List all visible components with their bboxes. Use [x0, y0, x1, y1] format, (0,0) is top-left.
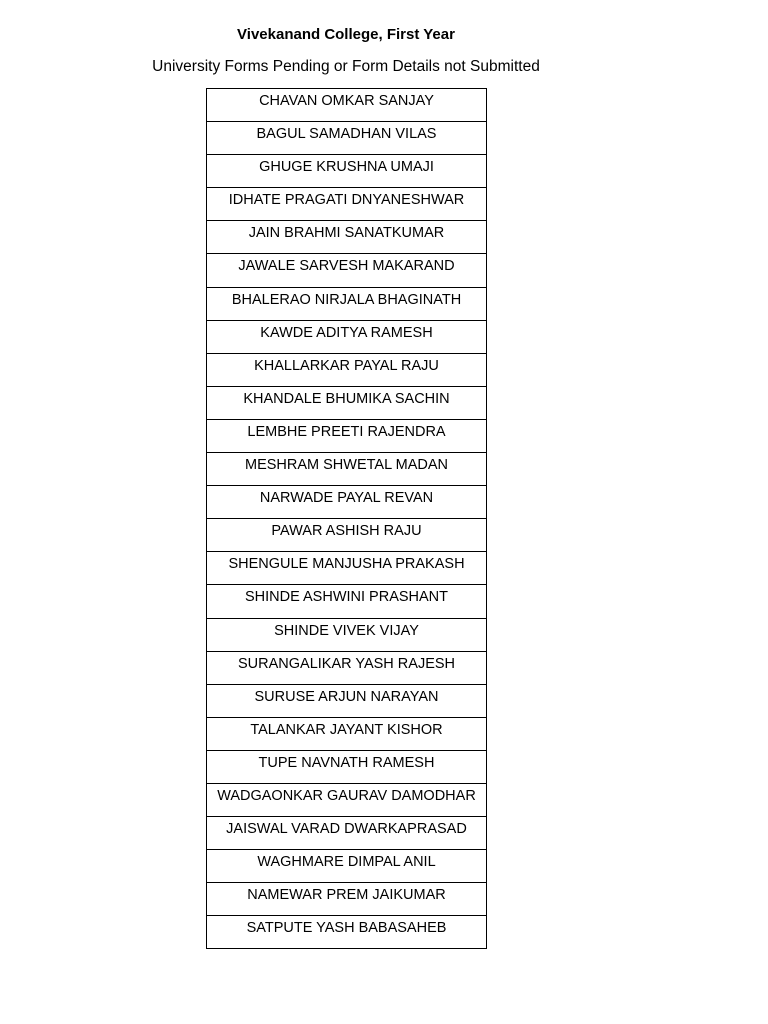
student-name: SURUSE ARJUN NARAYAN [254, 688, 439, 705]
student-name: LEMBHE PREETI RAJENDRA [247, 423, 446, 440]
table-row [207, 288, 486, 321]
table-row [207, 619, 486, 652]
table-row [207, 420, 486, 453]
table-row [207, 585, 486, 618]
student-name: SHENGULE MANJUSHA PRAKASH [228, 556, 465, 573]
table-row [207, 916, 486, 949]
student-name: NAMEWAR PREM JAIKUMAR [247, 887, 446, 904]
table-row [207, 122, 486, 155]
table-row [207, 321, 486, 354]
student-name: TUPE NAVNATH RAMESH [258, 754, 435, 771]
table-row [207, 552, 486, 585]
table-row [207, 519, 486, 552]
table-row [207, 254, 486, 287]
student-name: BHALERAO NIRJALA BHAGINATH [231, 291, 462, 308]
table-row [207, 89, 486, 122]
table-row [207, 817, 486, 850]
student-name: WADGAONKAR GAURAV DAMODHAR [217, 787, 476, 804]
student-name: WAGHMARE DIMPAL ANIL [257, 854, 436, 871]
table-row [207, 718, 486, 751]
student-name: PAWAR ASHISH RAJU [271, 523, 422, 540]
student-name: JAWALE SARVESH MAKARAND [238, 258, 455, 275]
student-name: KHALLARKAR PAYAL RAJU [254, 357, 439, 374]
student-name: SATPUTE YASH BABASAHEB [246, 920, 447, 937]
student-name-table [206, 88, 487, 949]
student-name: SURANGALIKAR YASH RAJESH [237, 655, 456, 672]
table-row [207, 784, 486, 817]
table-row [207, 453, 486, 486]
student-name: IDHATE PRAGATI DNYANESHWAR [228, 192, 465, 209]
student-name: TALANKAR JAYANT KISHOR [250, 721, 443, 738]
student-name: GHUGE KRUSHNA UMAJI [259, 159, 434, 176]
table-row [207, 354, 486, 387]
page-title: Vivekanand College, First Year [237, 26, 455, 43]
table-row [207, 652, 486, 685]
table-row [207, 685, 486, 718]
student-name: CHAVAN OMKAR SANJAY [259, 93, 434, 109]
table-row [207, 387, 486, 420]
student-name: SHINDE ASHWINI PRASHANT [244, 589, 449, 606]
student-name: BAGUL SAMADHAN VILAS [256, 126, 437, 143]
student-name: NARWADE PAYAL REVAN [259, 490, 434, 507]
student-name: KAWDE ADITYA RAMESH [260, 324, 433, 341]
page-subtitle: University Forms Pending or Form Details not Submitted [152, 58, 540, 75]
table-row [207, 221, 486, 254]
table-row [207, 486, 486, 519]
student-name: JAIN BRAHMI SANATKUMAR [248, 225, 445, 242]
student-name: KHANDALE BHUMIKA SACHIN [243, 390, 450, 407]
student-name: MESHRAM SHWETAL MADAN [244, 457, 448, 474]
table-row [207, 751, 486, 784]
student-name: SHINDE VIVEK VIJAY [274, 622, 419, 639]
table-row [207, 883, 486, 916]
student-name: JAISWAL VARAD DWARKAPRASAD [226, 821, 467, 838]
table-row [207, 850, 486, 883]
table-row [207, 155, 486, 188]
table-row [207, 188, 486, 221]
